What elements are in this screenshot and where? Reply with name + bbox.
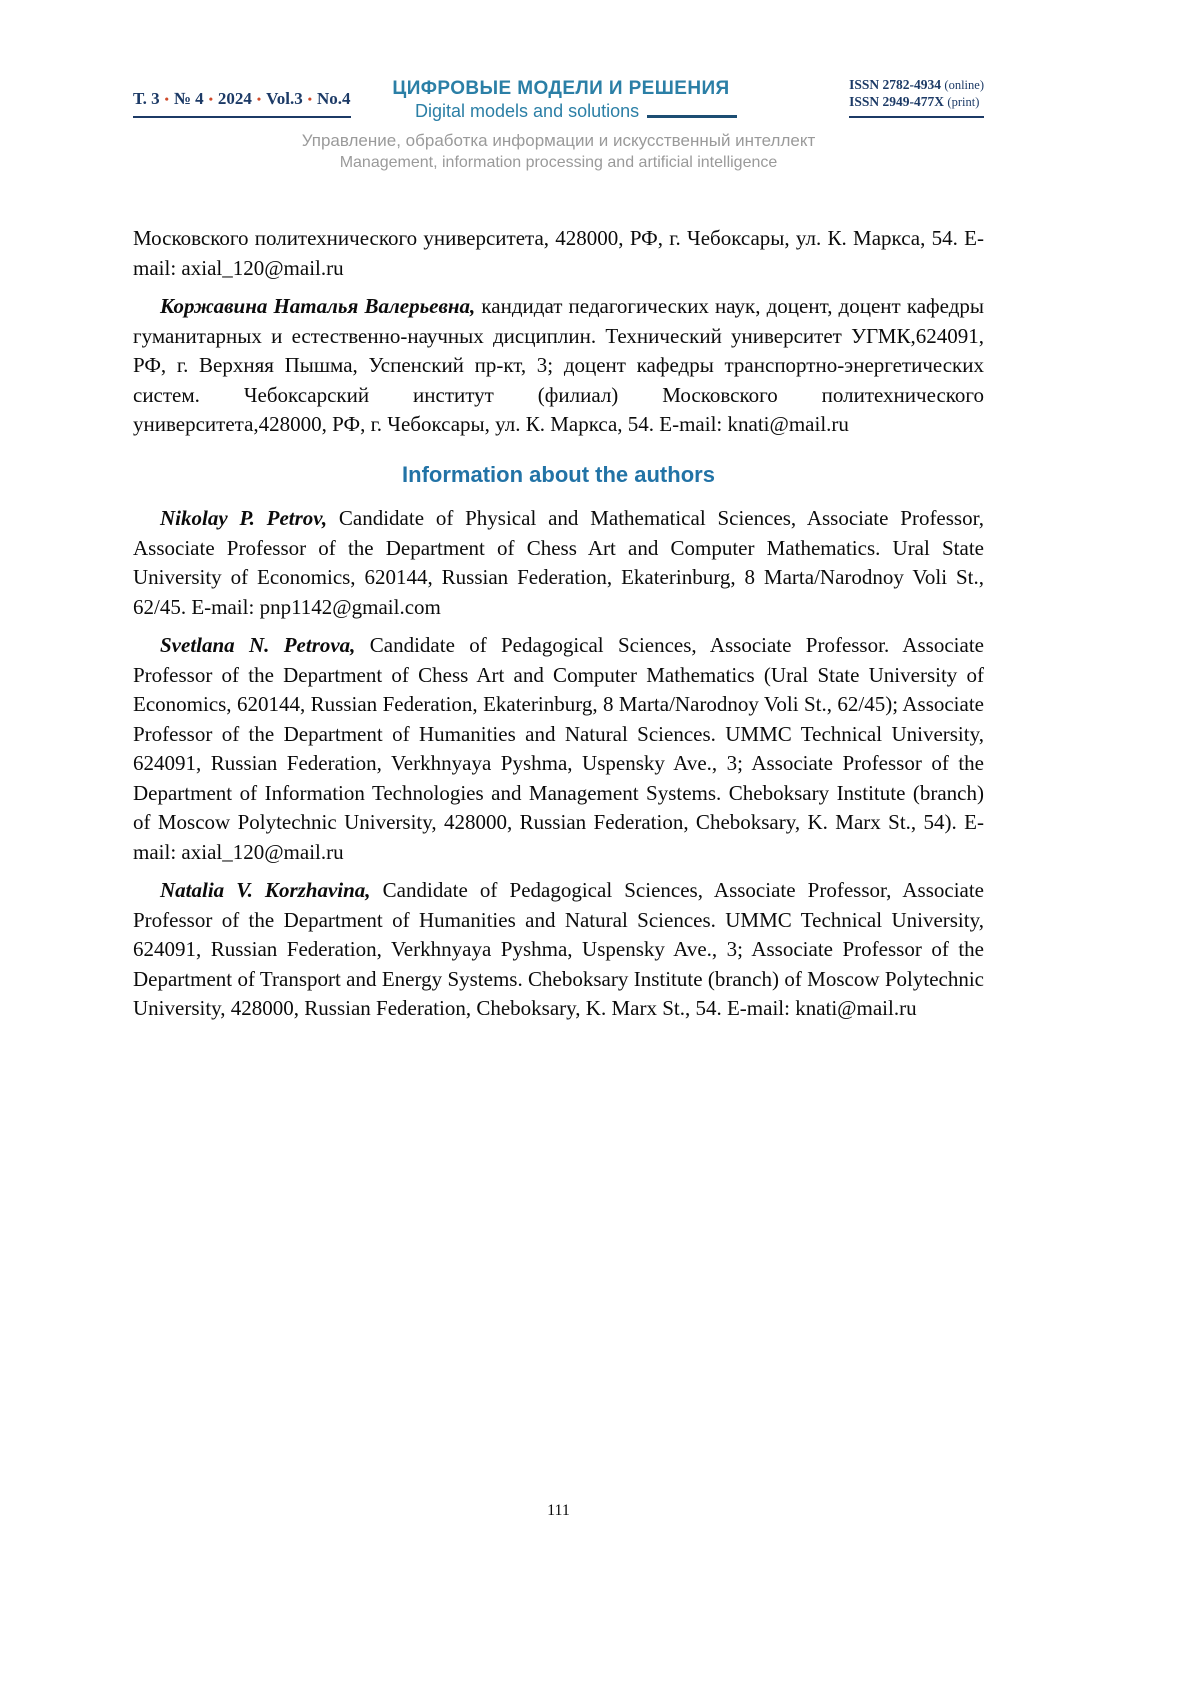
volume-en: Vol.3 (266, 89, 303, 108)
section-subtitle-english: Management, information processing and artificial intelligence (339, 154, 778, 171)
author-paragraph-russian (133, 292, 984, 440)
year: 2024 (217, 89, 252, 108)
author-details: Candidate of Pedagogical Sciences, Associate Professor, Associate Professor of the Department of Humanities and Natural Sciences. UMMC Technical University, 624091, Russian Federation, Verkhnyaya Pyshma, Uspensky Ave., 3; Associate Professor of the Department of Transport and Energy Systems. Cheboksary Institute (branch) of Moscow Polytechnic University, 428000, Russian Federation, Cheboksary, K. Marx St., 54. E-mail: knati@mail.ru (133, 878, 984, 1021)
author-paragraph (133, 504, 984, 622)
author-paragraph (133, 631, 984, 867)
issn-print-line (849, 93, 984, 111)
authors-heading: Information about the authors (402, 461, 715, 487)
journal-title-russian: ЦИФРОВЫЕ МОДЕЛИ И РЕШЕНИЯ (392, 78, 730, 99)
section-subtitle-russian: Управление, обработка информации и искусственный интеллект (301, 131, 816, 150)
volume-ru: Т. 3 (133, 89, 160, 108)
author-details: Candidate of Physical and Mathematical Sciences, Associate Professor, Associate Professor of the Department of Chess Art and Computer Mathematics. Ural State University of Economics, 620144, Russian Federation, Ekaterinburg, 8 Marta/Narodnoy Voli St., 62/45. E-mail: pnp1142@gmail.com (133, 506, 985, 619)
volume-issue-info (133, 89, 351, 118)
journal-title-english: Digital models and solutions (415, 101, 640, 121)
title-underline (647, 115, 737, 118)
issn-print-type: (print) (947, 95, 980, 110)
author-name: Nikolay P. Petrov, (160, 506, 328, 531)
issue-en: No.4 (317, 89, 351, 108)
separator-dot: • (164, 92, 169, 106)
issn-online-line (849, 76, 984, 94)
separator-dot: • (307, 92, 312, 106)
continuation-paragraph: Московского политехнического университета, 428000, РФ, г. Чебоксары, ул. К. Маркса, 54. E-mail: axial_120@mail.ru (133, 226, 984, 280)
author-details: кандидат педагогических наук, доцент, доцент кафедры гуманитарных и естественно-научных дисциплин. Технический университет УГМК,624091, РФ, г. Верхняя Пышма, Успенский пр-кт, 3; доцент кафедры транспортно-энергетических систем. Чебоксарский институт (филиал) Московского политехнического университета,428000, РФ, г. Чебоксары, ул. К. Маркса, 54. E-mail: knati@mail.ru (133, 294, 984, 436)
issn-block (849, 76, 984, 118)
author-details: Candidate of Pedagogical Sciences, Associate Professor. Associate Professor of the Department of Chess Art and Computer Mathematics (Ural State University of Economics, 620144, Russian Federation, Ekaterinburg, 8 Marta/Narodnoy Voli St., 62/45); Associate Professor of the Department of Humanities and Natural Sciences. UMMC Technical University, 624091, Russian Federation, Verkhnyaya Pyshma, Uspensky Ave., 3; Associate Professor of the Department of Information Technologies and Management Systems. Cheboksary Institute (branch) of Moscow Polytechnic University, 428000, Russian Federation, Cheboksary, K. Marx St., 54). E-mail: axial_120@mail.ru (133, 633, 984, 864)
issn-online-number: ISSN 2782-4934 (849, 76, 942, 92)
page-content (133, 0, 984, 1033)
article-body (133, 224, 984, 1024)
issn-print-number: ISSN 2949-477X (849, 94, 945, 110)
separator-dot: • (208, 92, 213, 106)
section-subtitle (133, 131, 984, 172)
author-name: Natalia V. Korzhavina, (160, 878, 371, 903)
page-number: 111 (547, 1502, 570, 1519)
author-name: Коржавина Наталья Валерьевна, (160, 294, 476, 318)
page-header (133, 76, 984, 121)
issn-online-type: (online) (944, 77, 984, 92)
author-name: Svetlana N. Petrova, (160, 633, 356, 658)
journal-title-english-row (385, 101, 737, 122)
issue-ru: № 4 (173, 89, 204, 108)
separator-dot: • (256, 92, 262, 106)
author-paragraph (133, 876, 984, 1024)
journal-title-block (385, 78, 737, 122)
